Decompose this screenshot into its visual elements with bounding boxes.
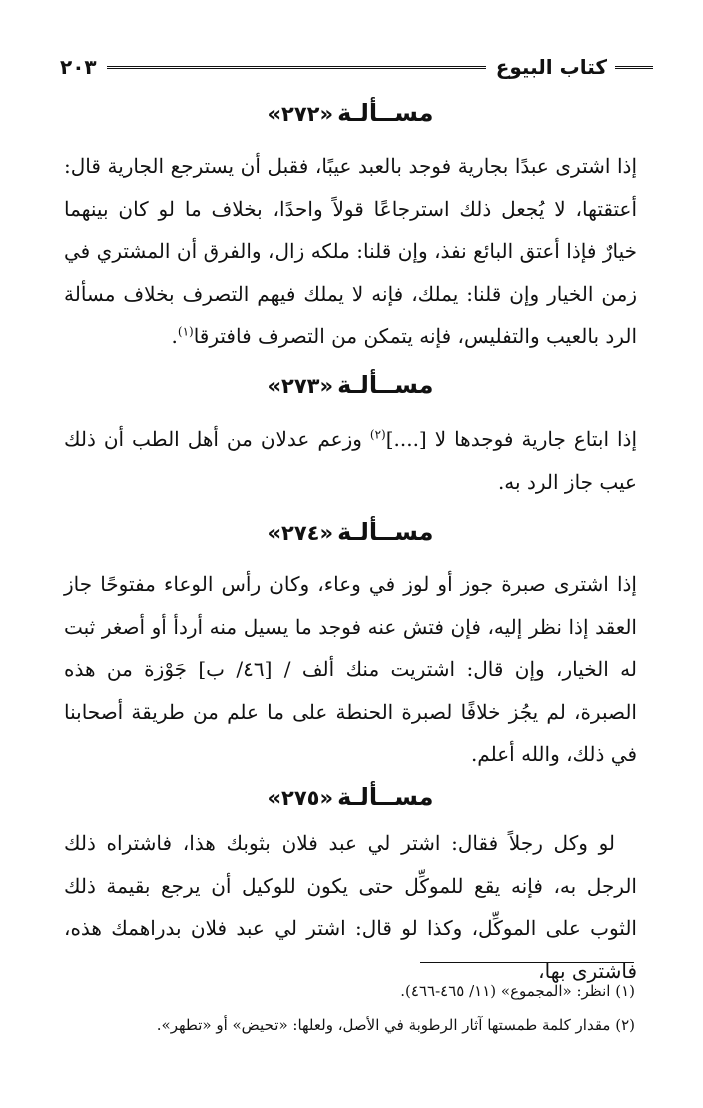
section-275-body (64, 822, 637, 992)
section-heading (64, 517, 637, 548)
footnote-ref: (٢) (369, 427, 386, 442)
section-272 (64, 98, 637, 129)
page-number: ٢٠٣ (60, 55, 97, 79)
heading-word: مســألـة (337, 99, 434, 127)
paragraph-text: إذا ابتاع جارية فوجدها لا [....] (385, 427, 638, 451)
paragraph: إذا اشترى عبدًا بجارية فوجد بالعبد عيبًا، فقبل أن يسترجع الجارية قال: أعتقتها، لا يُجعل ذلك استرجاعًا قولاً واحدًا، بخلاف ما لو كان بينهما خيارٌ فإذا أعتق البائع نفذ، وإن قلنا: ملكه زال، والفرق أن المشتري في زمن الخيار وإن قلنا: يملك، فإنه لا يملك فيهم التصرف بخلاف مسألة الرد بالعيب والتفليس، فإنه يتمكن من التصرف فافترقا$^{(١)}$. (64, 154, 637, 348)
book-title: كتاب البيوع (495, 55, 607, 79)
header-rule (107, 66, 486, 69)
heading-word: مســألـة (337, 518, 434, 546)
heading-number: «٢٧٥» (267, 786, 334, 810)
header-short-rule (615, 66, 653, 69)
section-273-body (64, 418, 637, 503)
heading-word: مســألـة (337, 371, 434, 399)
section-274-body (64, 563, 637, 776)
footnote-ref: (١) (177, 324, 194, 339)
heading-word: مســألـة (337, 783, 434, 811)
heading-number: «٢٧٤» (267, 521, 334, 545)
running-header (60, 50, 653, 84)
section-heading (64, 370, 637, 401)
heading-number: «٢٧٢» (267, 102, 334, 126)
footnote-2: (٢) مقدار كلمة طمستها آثار الرطوبة في الأصل، ولعلها: «تحيض» أو «تطهر». (156, 1016, 635, 1034)
footnote-1: (١) انظر: «المجموع» (١١/ ٤٦٥-٤٦٦). (400, 982, 635, 1000)
heading-number: «٢٧٣» (267, 374, 334, 398)
paragraph (64, 822, 637, 992)
paragraph (64, 418, 637, 503)
section-273 (64, 370, 637, 401)
paragraph (64, 563, 637, 776)
paragraph-text: إذا اشترى صبرة جوز أو لوز في وعاء، وكان رأس الوعاء مفتوحًا جاز العقد إذا نظر إليه، فإن فتش عنه فوجد ما يسيل منه أردأ أو أصغر ثبت له الخيار، وإن قال: اشتريت منك ألف / [٤٦/ ب] جَوْزة من هذه الصبرة، لم يجُز خلافًا لصبرة الحنطة على ما علم من طريقة أصحابنا في ذلك، والله أعلم. (64, 572, 637, 766)
section-heading (64, 782, 637, 813)
section-heading (64, 98, 637, 129)
section-274 (64, 517, 637, 548)
footnote-separator (420, 962, 634, 963)
paragraph-text: لو وكل رجلاً فقال: اشتر لي عبد فلان بثوبك هذا، فاشتراه ذلك الرجل به، فإنه يقع للموكِّل حتى يكون للوكيل أن يرجع بقيمة ذلك الثوب على الموكِّل، وكذا لو قال: اشتر لي عبد فلان بدراهمك هذه، فاشترى بها، (64, 831, 637, 983)
paragraph-text: وزعم عدلان من أهل الطب أن ذلك عيب جاز الرد به. (64, 427, 637, 494)
paragraph-text: إذا اشترى عبدًا بجارية فوجد بالعبد عيبًا، فقبل أن يسترجع الجارية قال: أعتقتها، لا يُجعل ذلك استرجاعًا قولاً واحدًا، بخلاف ما لو كان بينهما خيارٌ فإذا أعتق البائع نفذ، وإن قلنا: ملكه زال، والفرق أن المشتري في زمن الخيار وإن قلنا: يملك، فإنه لا يملك فيهم التصرف بخلاف مسألة الرد بالعيب والتفليس، فإنه يتمكن من التصرف فافترقا (64, 154, 637, 348)
section-275 (64, 782, 637, 813)
section-272-body (64, 145, 637, 358)
